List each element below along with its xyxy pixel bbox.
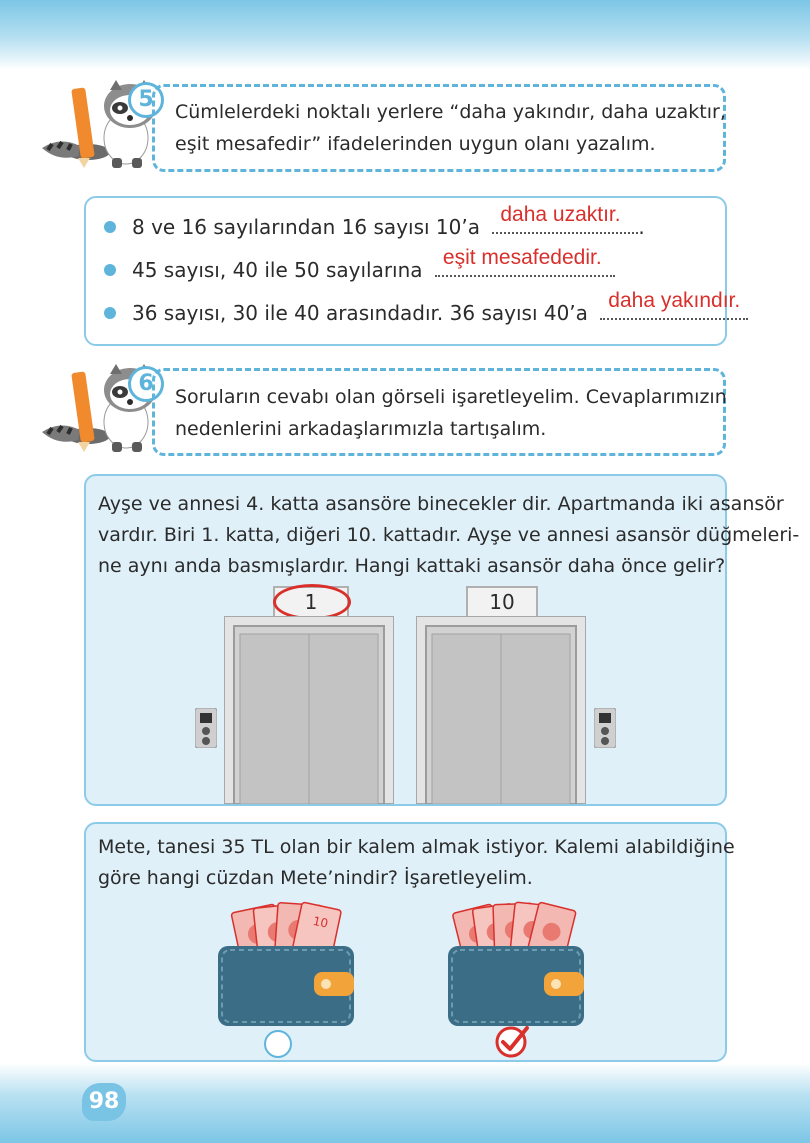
answer-row-1-end: . xyxy=(638,215,645,239)
right-elevator-floor-display[interactable] xyxy=(466,586,538,618)
answer-blank-3[interactable] xyxy=(600,289,748,320)
section-5-instruction-line-2: eşit mesafedir” ifadelerinden uygun olanı yazalım. xyxy=(175,133,656,155)
right-call-button-panel[interactable] xyxy=(594,708,616,748)
left-call-button-panel[interactable] xyxy=(195,708,217,748)
section-6-instruction-line-1: Soruların cevabı olan görseli işaretleyelim. Cevaplarımızın xyxy=(175,386,727,408)
right-wallet[interactable] xyxy=(448,894,588,1029)
answer-row-2-text: 45 sayısı, 40 ile 50 sayılarına xyxy=(132,258,423,282)
answer-3: daha yakındır. xyxy=(608,289,741,312)
right-elevator[interactable] xyxy=(416,616,586,804)
answer-row-2 xyxy=(104,246,615,287)
section-6-number: 6 xyxy=(128,366,164,402)
left-wallet[interactable] xyxy=(218,894,358,1029)
elevator-question-line-2: vardır. Biri 1. katta, diğeri 10. kattadır. Ayşe ve annesi asansör düğmeleri- xyxy=(98,524,800,546)
answer-blank-2[interactable] xyxy=(435,246,615,277)
right-elevator-floor-number: 10 xyxy=(489,590,515,614)
selected-elevator-circle[interactable] xyxy=(273,584,351,620)
top-header-band xyxy=(0,0,810,70)
answer-1: daha uzaktır. xyxy=(500,203,621,226)
banknote-label: 10 xyxy=(311,913,330,931)
elevator-question-line-3: ne aynı anda basmışlardır. Hangi kattaki asansör daha önce gelir? xyxy=(98,555,726,577)
elevator-question-line-1: Ayşe ve annesi 4. katta asansöre binecekler dir. Apartmanda iki asansör xyxy=(98,493,784,515)
wallet-question-line-2: göre hangi cüzdan Mete’nindir? İşaretleyelim. xyxy=(98,867,533,889)
bullet-icon xyxy=(104,264,116,276)
wallet-question-box xyxy=(84,822,735,1062)
section-6-instruction-box xyxy=(152,368,726,456)
bullet-icon xyxy=(104,221,116,233)
wallet-question-line-1: Mete, tanesi 35 TL olan bir kalem almak istiyor. Kalemi alabildiğine xyxy=(98,836,735,858)
left-elevator-floor-number: 1 xyxy=(304,590,318,614)
answer-2: eşit mesafededir. xyxy=(442,246,602,269)
answer-row-1 xyxy=(104,203,645,244)
section-5-number: 5 xyxy=(128,82,164,118)
answer-row-3 xyxy=(104,289,748,330)
section-5-instruction-box xyxy=(152,84,726,172)
bullet-icon xyxy=(104,307,116,319)
answer-row-3-text: 36 sayısı, 30 ile 40 arasındadır. 36 sayısı 40’a xyxy=(132,301,588,325)
answer-row-1-text: 8 ve 16 sayılarından 16 sayısı 10’a xyxy=(132,215,480,239)
elevator-question-box xyxy=(84,474,800,806)
page-number: 98 xyxy=(82,1083,126,1121)
left-wallet-answer-circle[interactable] xyxy=(264,1030,292,1058)
section-5-instruction-line-1: Cümlelerdeki noktalı yerlere “daha yakındır, daha uzaktır, xyxy=(175,101,726,123)
section-5-answers-box xyxy=(84,196,741,346)
section-6-instruction-line-2: nedenlerini arkadaşlarımızla tartışalım. xyxy=(175,418,547,440)
answer-blank-1[interactable] xyxy=(492,203,638,234)
left-elevator[interactable] xyxy=(224,616,394,804)
right-wallet-checkmark-icon[interactable] xyxy=(494,1024,530,1058)
